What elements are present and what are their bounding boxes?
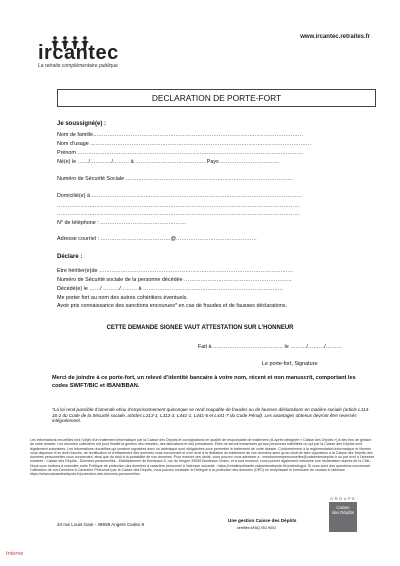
cdc-logo-line-2: des Dépôts bbox=[332, 510, 354, 515]
logo-text: ircantec bbox=[38, 42, 119, 64]
footer-gestion: Une gestion Caisse des Dépôts bbox=[228, 518, 297, 523]
field-decede-le[interactable]: Décédé(e) le ……/ ………/……… à …………………………………………………………………… bbox=[57, 286, 284, 292]
field-nss-decede[interactable]: Numéro de Sécurité sociale de la personne décédée …………………………………………………… bbox=[57, 277, 292, 283]
field-fait-a[interactable]: Fait à ………………………………… le ………/………/……… bbox=[198, 344, 342, 350]
field-heritier[interactable]: Etre héritier(e)de ……………………………………………………………………………………………… bbox=[57, 268, 294, 274]
groupe-label: GROUPE bbox=[330, 496, 357, 501]
field-nss[interactable]: Numéro de Sécurité Sociale ………………………………………………………………………………… bbox=[57, 176, 293, 182]
field-nom-usage[interactable]: Nom d’usage …………………………………………………………………………………………………………… bbox=[57, 141, 312, 147]
logo-tagline: La retraite complémentaire publique bbox=[38, 63, 118, 69]
cdc-logo-line-1: Caisse bbox=[336, 505, 350, 510]
field-domicile[interactable]: Domicilié(e) à ……………………………………………………………………………………………………… bbox=[57, 193, 302, 199]
field-domicile-line-2[interactable]: ……………………………………………………………………………………………………………………… bbox=[57, 203, 300, 209]
section-heading-soussigne: Je soussigné(e) : bbox=[57, 121, 107, 127]
caisse-des-depots-logo bbox=[329, 502, 357, 532]
field-telephone[interactable]: N° de téléphone : ………………………………………… bbox=[57, 220, 187, 226]
footer-certification: certifiée AFAQ ISO 9001 bbox=[237, 526, 277, 530]
field-courriel[interactable]: Adresse courriel : …………………………………@……………………………………… bbox=[57, 236, 257, 242]
field-domicile-line-3[interactable]: ……………………………………………………………………………………………………………………… bbox=[57, 211, 300, 217]
gdpr-legal-notice: Les informations recueillies font l’objet d’un traitement informatique par la Caisse des Dépôts et consignations en qualité de responsable de traitement (ci-après désignée « Caisse des Dépôts ») à des fins de gestion de votre dossier. Les données collectées ont pour finalité la gestion des retraites, des allocations et des prestations. Elles ne seront transmises qu’aux personnes habilitées ou qui par la Caisse des Dépôts sont légalement autorisées. Les informations recueillies qui seraient signalées avec un astérisque sont obligatoires pour permettre le traitement de votre dossier. Conformément à la réglementation informatique et libertés vous disposez d’un droit d’accès, de rectification et d’effacement des données vous concernant et d’un droit à la limitation du traitement de vos données ainsi qu’au droit de faire opposition à la Caisse des Dépôts des données personnelles vous concernant, ainsi que du droit à la portabilité de vos données. Pour exercer ces droits, vous pouvez vous adresser à : mesdonneespersonnelles@caissedesdepots.fr ou par écrit à l’adresse suivante : Caisse des Dépôts - Données personnelles - Etablissement de Bordeaux 5, rue du Vergne 33059 Bordeaux Cedex, et à tout moment, vous pouvez également introduire une réclamation auprès de la CNIL. Nous vous invitons à consulter notre Politique de protection des données à caractère personnel à l’adresse suivante : https://retraitesolidarite.caissedesdepots.fr/content/rgpd. Si vous avez des questions concernant l’utilisation de vos Données à Caractère Personnel par la Caisse des Dépôts, vous pouvez contacter le Délégué à la protection des données (DPD) en remplissant le formulaire de contact à l’adresse https://www.caissedesdepots.fr/protection-des-donnees-personnelles. bbox=[30, 438, 375, 477]
document-title: DECLARATION DE PORTE-FORT bbox=[57, 89, 376, 107]
signature-label: Le porte-fort, Signature bbox=[262, 361, 318, 367]
classification-label: Interne bbox=[6, 551, 24, 557]
fraud-notice: *La loi rend passible d’amende et/ou d’emprisonnement quiconque se rend coupable de fraudes ou de fausses déclarations en matière sociale (article L114-16-2 du Code de la Sécurité sociale, articles L313-1, L313-3, L441-1, L441-6 et L441-7 du Code Pénal). Les avantages obtenus devront être reversés intégralement. bbox=[52, 407, 370, 424]
section-heading-declare: Déclare : bbox=[57, 254, 83, 260]
footer-address: 24 rue Louis Gain - 49939 Angers Cedex 9 bbox=[57, 522, 145, 527]
attestation-statement: CETTE DEMANDE SIGNEE VAUT ATTESTATION SUR L’HONNEUR bbox=[106, 325, 294, 331]
rib-instructions: Merci de joindre à ce porte-fort, un relevé d’identité bancaire à votre nom, récent et non manuscrit, comportant les codes SWIFT/BIC et IBAN/BBAN. bbox=[52, 375, 356, 389]
field-prenom[interactable]: Prénom ……………………………………………………………………………………………………………… bbox=[57, 150, 304, 156]
declare-line-porter-fort: Me porter fort au nom des autres cohéritiers éventuels. bbox=[57, 295, 188, 301]
field-nom-famille[interactable]: Nom de famille……………………………………………………………………………………………………… bbox=[57, 132, 304, 138]
field-naissance[interactable]: Né(e) le ……/…………/……… à ………………………………… Pays …………………………… bbox=[57, 159, 280, 165]
website-link[interactable]: www.ircantec.retraites.fr bbox=[300, 34, 370, 40]
declare-line-sanctions: Avoir pris connaissance des sanctions encourues* en cas de fraudes et de fausses déclarations. bbox=[57, 303, 288, 309]
